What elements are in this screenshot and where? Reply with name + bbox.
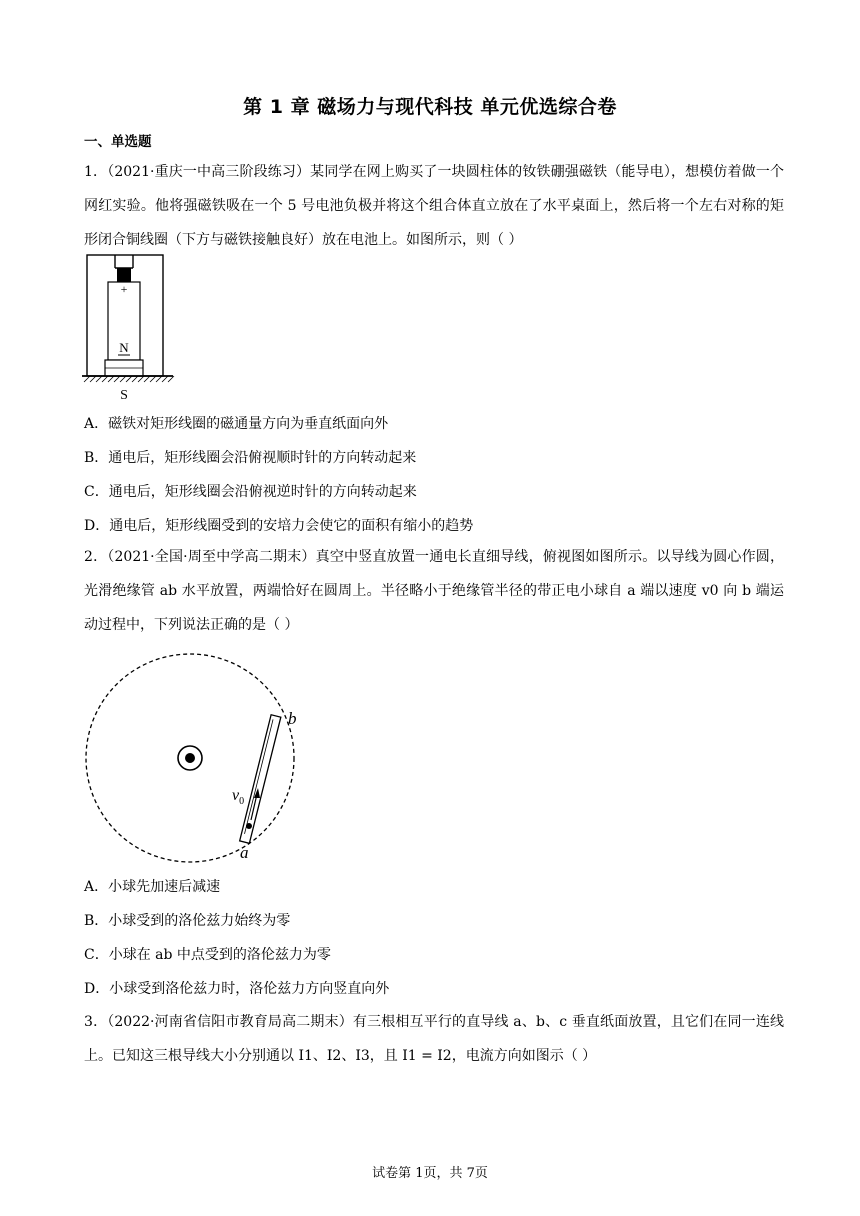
q2-option-a: A．小球先加速后减速 [84, 879, 221, 895]
question-3-stem: 3．（2022·河南省信阳市教育局高二期末）有三根相互平行的直导线 a、b、c 垂直纸面放置，且它们在同一连线上。已知这三根导线大小分别通以 I1、I2、I3，且 I1 = I2，电流方向如图示（ ） [84, 1014, 784, 1064]
question-1-stem: 1．（2021·重庆一中高三阶段练习）某同学在网上购买了一块圆柱体的钕铁硼强磁铁（能导电），想模仿着做一个网红实验。他将强磁铁吸在一个 5 号电池负极并将这个组合体直立放在了水平桌面上，然后将一个左右对称的矩形闭合铜线圈（下方与磁铁接触良好）放在电池上。如图所示，则（ ） [84, 164, 784, 248]
q1-option-b: B．通电后，矩形线圈会沿俯视顺时针的方向转动起来 [84, 450, 417, 466]
label-b: b [288, 709, 297, 728]
magnet-n-label: N [119, 340, 129, 355]
q1-option-d: D．通电后，矩形线圈受到的安培力会使它的面积有缩小的趋势 [84, 518, 474, 534]
label-v0: $v_0$ [232, 787, 245, 807]
magnet-s-label: S [120, 388, 128, 402]
question-2-stem: 2．（2021·全国·周至中学高二期末）真空中竖直放置一通电长直细导线，俯视图如图所示。以导线为圆心作圆，光滑绝缘管 ab 水平放置，两端恰好在圆周上。半径略小于绝缘管半径的带正电小球自 a 端以速度 v0 向 b 端运动过程中，下列说法正确的是（ ） [84, 549, 784, 633]
q2-option-d: D．小球受到洛伦兹力时，洛伦兹力方向竖直向外 [84, 981, 390, 997]
magnet-coil-figure [80, 252, 180, 402]
q2-option-b: B．小球受到的洛伦兹力始终为零 [84, 913, 291, 929]
page-title: 第 1 章 磁场力与现代科技 单元优选综合卷 [243, 96, 617, 118]
battery-plus-label: + [120, 282, 128, 296]
q2-option-c: C．小球在 ab 中点受到的洛伦兹力为零 [84, 947, 331, 963]
label-a: a [240, 843, 249, 862]
section-heading: 一、单选题 [84, 134, 152, 150]
page-footer: 试卷第 1页，共 7页 [372, 1166, 488, 1181]
charged-ball [246, 823, 252, 829]
insulating-tube [240, 715, 281, 844]
circle-tube-figure [80, 648, 310, 863]
q1-option-c: C．通电后，矩形线圈会沿俯视逆时针的方向转动起来 [84, 484, 417, 500]
q1-option-a: A．磁铁对矩形线圈的磁通量方向为垂直纸面向外 [84, 416, 389, 432]
battery-terminal [117, 268, 131, 282]
